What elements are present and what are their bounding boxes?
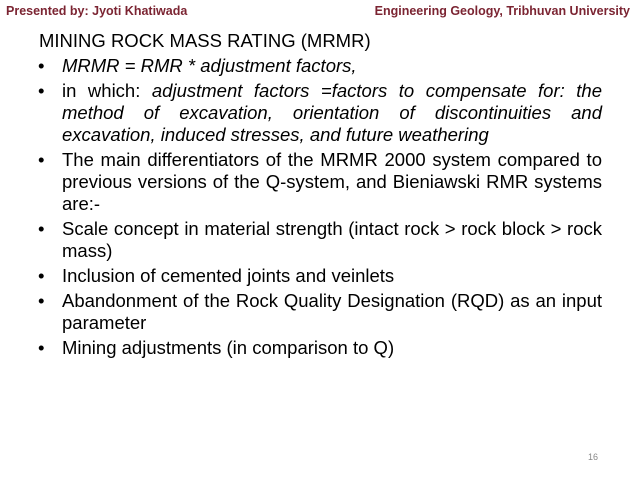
bullet-list [36, 55, 602, 362]
bullet-item [36, 218, 602, 262]
bullet-marker: • [38, 337, 45, 358]
bullet-text-italic: MRMR = RMR * adjustment factors, [62, 55, 357, 76]
institution-credit: Engineering Geology, Tribhuvan University [374, 4, 630, 18]
bullet-text: Mining adjustments (in comparison to Q) [62, 337, 395, 358]
bullet-item [36, 337, 602, 359]
bullet-text: Abandonment of the Rock Quality Designation (RQD) as an input parameter [62, 290, 602, 333]
bullet-item [36, 80, 602, 146]
bullet-text: in which: [62, 80, 152, 101]
bullet-marker: • [38, 265, 45, 286]
slide-title: MINING ROCK MASS RATING (MRMR) [39, 30, 371, 51]
bullet-marker: • [38, 149, 45, 170]
bullet-item [36, 265, 602, 287]
bullet-text: Scale concept in material strength (intact rock > rock block > rock mass) [62, 218, 602, 261]
bullet-item [36, 149, 602, 215]
bullet-marker: • [38, 290, 45, 311]
bullet-marker: • [38, 55, 45, 76]
slide-header [0, 4, 638, 22]
bullet-marker: • [38, 80, 45, 101]
bullet-text: The main differentiators of the MRMR 2000 system compared to previous versions of the Q-system, and Bieniawski RMR systems are:- [62, 149, 602, 214]
presenter-credit: Presented by: Jyoti Khatiwada [6, 4, 188, 18]
bullet-text: Inclusion of cemented joints and veinlets [62, 265, 395, 286]
bullet-text-italic: adjustment factors =factors to compensate for: the method of excavation, orientation of discontinuities and excavation, induced stresses, and future weathering [62, 80, 602, 145]
page-number: 16 [588, 452, 599, 462]
bullet-item [36, 55, 602, 77]
bullet-item [36, 290, 602, 334]
bullet-marker: • [38, 218, 45, 239]
